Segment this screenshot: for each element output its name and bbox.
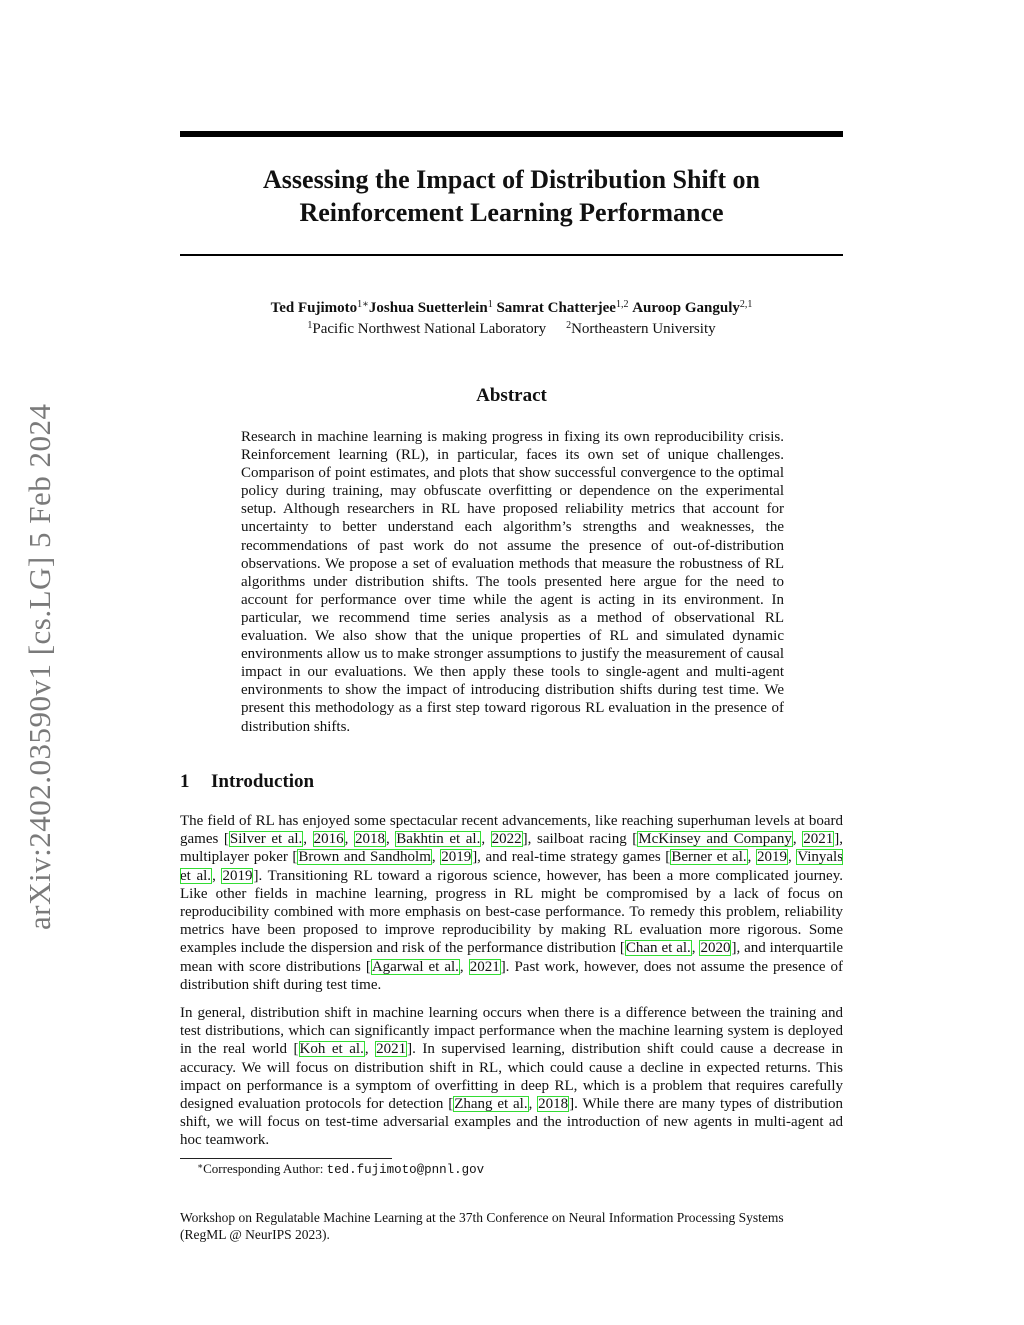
text-run: ]. While there are many types of distribution shift, we will focus on test-time adversarial examples and the introduction of new agents in multi-agent ad hoc teamwork. [180,1096,843,1149]
text-run: , [212,867,222,884]
text-run: ]. In supervised learning, distribution shift could cause a decrease in accuracy. We will focus on distribution shift in RL, which could cause a decline in expected returns. This impact on performance is a symptom of overfitting in deep RL, which is a problem that requires carefully designed evaluation protocols for detection [ [180,1041,844,1113]
author-row [180,298,843,319]
citation-link[interactable]: 2019 [756,849,787,866]
affiliation [566,321,716,337]
footnote-label: Corresponding Author: [203,1161,327,1176]
citation-link[interactable]: Agarwal et al. [371,958,459,975]
paper-title [180,163,843,229]
section-heading [180,771,314,793]
title-line-1: Assessing the Impact of Distribution Shift on [263,165,760,194]
citation-link[interactable]: 2019 [441,849,472,866]
citation-link[interactable]: Chan et al. [625,940,691,957]
citation-link[interactable]: Vinyals et al. [180,849,844,884]
author-superscript: 2,1 [739,299,753,310]
text-run: In general, distribution shift in machine learning occurs when there is a difference between the training and test distributions, which can significantly impact performance when the machine learning system is deployed in the real world [ [180,1005,843,1058]
author-name: Joshua Suetterlein [368,300,488,316]
text-run: ], and interquartile mean with score distributions [ [180,940,843,975]
footnote-mark: ∗ [197,1161,204,1171]
citation-link[interactable]: Brown and Sandholm [298,849,431,866]
text-run: , [792,831,803,848]
text-run: , [364,1041,376,1058]
text-run: ], multiplayer poker [ [180,831,843,866]
author-superscript: 1,2 [615,299,629,310]
arxiv-id-text: arXiv:2402.03590v1 [cs.LG] 5 Feb 2024 [22,403,57,930]
title-rule-top [180,131,843,137]
venue-line-1: Workshop on Regulatable Machine Learning at the 37th Conference on Neural Information Processing Systems [180,1210,784,1225]
citation-link[interactable]: Berner et al. [671,849,747,866]
text-run: The field of RL has enjoyed some spectacular recent advancements, like reaching superhuman levels at board games [ [180,813,843,848]
footnote-email[interactable]: ted.fujimoto@pnnl.gov [326,1163,485,1177]
abstract-heading: Abstract [476,385,547,406]
text-run: ], sailboat racing [ [522,831,638,848]
citation-link[interactable]: 2018 [354,831,385,848]
citation-link[interactable]: 2020 [700,940,731,957]
affiliation-row [180,319,843,340]
text-run: , [303,831,313,848]
affiliation-superscript: 1 [307,320,313,331]
citation-link[interactable]: 2016 [313,831,344,848]
citation-link[interactable]: Bakhtin et al. [396,831,481,848]
section-title: Introduction [211,771,315,792]
affiliation [307,321,546,337]
text-run: , [459,958,469,975]
citation-link[interactable]: 2021 [376,1041,407,1058]
affiliation-name: Pacific Northwest National Laboratory [312,321,547,337]
intro-paragraph-1 [180,812,843,994]
citation-link[interactable]: 2018 [538,1096,569,1113]
affiliation-superscript: 2 [566,320,572,331]
text-run: , [691,940,700,957]
citation-link[interactable]: 2019 [222,867,253,884]
title-line-2: Reinforcement Learning Performance [299,198,724,227]
author-name: Ted Fujimoto [270,300,358,316]
text-run: , [787,849,797,866]
author-block [180,298,843,340]
citation-link[interactable]: 2021 [803,831,834,848]
section-number: 1 [180,771,190,792]
title-rule-bottom [180,254,843,256]
text-run: ]. Transitioning RL toward a rigorous science, however, has been a more complicated journey. Like other fields in machine learning, progress in RL might be compromised by a lack of focus on reproducibility combined with more emphasis on best-case performance. To remedy this problem, reliability metrics have been proposed to improve reproducibility by making RL evaluation more rigorous. Some examples include the dispersion and risk of the performance distribution [ [180,867,843,957]
text-run: , [385,831,396,848]
intro-paragraph-2 [180,1004,843,1150]
text-run: ]. Past work, however, does not assume the presence of distribution shift during test time. [180,958,843,993]
footnote [197,1161,484,1178]
text-run: ], and real-time strategy games [ [472,849,671,866]
footnote-rule [180,1158,392,1159]
affiliation-name: Northeastern University [571,321,716,337]
citation-link[interactable]: Silver et al. [229,831,303,848]
author-superscript: 1∗ [357,299,369,310]
venue-line-2: (RegML @ NeurIPS 2023). [180,1227,330,1242]
venue-note [180,1209,843,1243]
text-run: , [344,831,354,848]
text-run: , [481,831,491,848]
citation-link[interactable]: McKinsey and Company [638,831,792,848]
author-name: Samrat Chatterjee [496,300,616,316]
citation-link[interactable]: Zhang et al. [454,1096,528,1113]
author-name: Auroop Ganguly [632,300,740,316]
text-run: , [431,849,441,866]
citation-link[interactable]: 2022 [491,831,522,848]
author-superscript: 1 [487,299,493,310]
citation-link[interactable]: 2021 [469,958,500,975]
citation-link[interactable]: Koh et al. [299,1041,364,1058]
abstract-text: Research in machine learning is making progress in fixing its own reproducibility crisis. Reinforcement learning (RL), in particular, faces its own set of unique challenges. Comparison of point estimates, and plots that show successful convergence to the optimal policy during training, may obfuscate overfitting or dependence on the experimental setup. Although researchers in RL have proposed reliability metrics that account for uncertainty to better understand each algorithm’s strengths and weaknesses, the recommendations of past work do not assume the presence of out-of-distribution observations. We propose a set of evaluation methods that measure the robustness of RL algorithms under distribution shifts. The tools presented here argue for the need to account for performance over time while the agent is acting in its environment. In particular, we recommend time series analysis as a method of observational RL evaluation. We also show that the unique properties of RL and simulated dynamic environments allow us to make stronger assumptions to justify the measurement of causal impact in our evaluations. We then apply these tools to single-agent and multi-agent environments to show the impact of introducing distribution shifts during test time. We present this methodology as a first step toward rigorous RL evaluation in the presence of distribution shifts. [241,429,784,735]
text-run: , [747,849,756,866]
text-run: , [528,1096,538,1113]
